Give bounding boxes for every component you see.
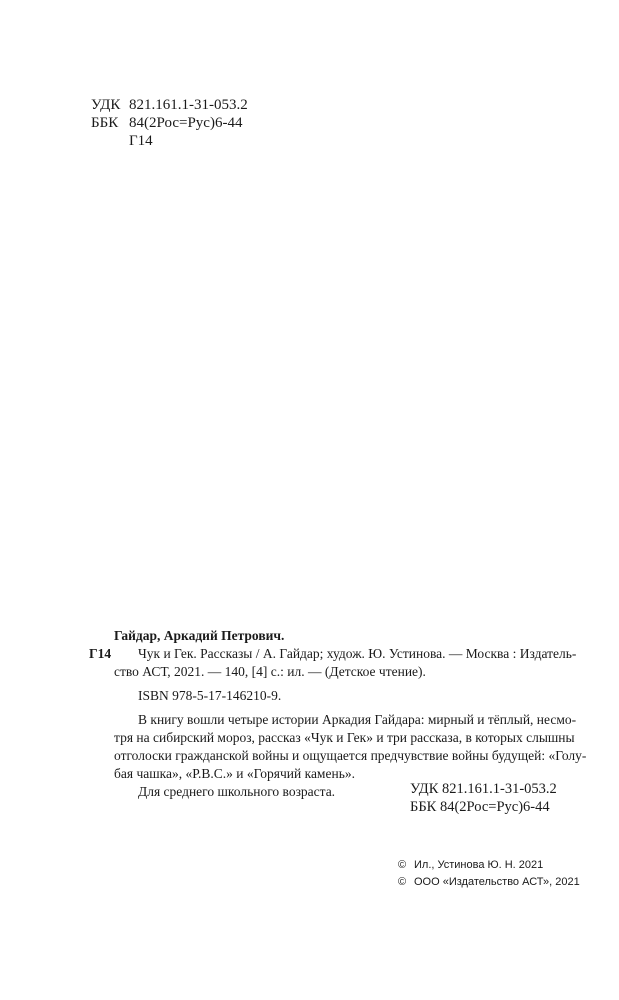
copyright-symbol: ©: [398, 876, 407, 888]
catalog-record: [89, 627, 587, 801]
bibliographic-entry: [89, 645, 577, 681]
abstract-line: тря на сибирский мороз, рассказ «Чук и Гек» и три рассказа, в которых слышны: [114, 730, 575, 745]
abstract-line: отголоски гражданской войны и ощущается предчувствие войны будущей: «Голу-: [114, 748, 587, 763]
copyright-symbol: ©: [398, 859, 407, 871]
classification-codes-bottom: [410, 780, 557, 816]
udk-value: 821.161.1-31-053.2: [129, 97, 248, 113]
bbk-value: 84(2Рос=Рус)6-44: [129, 115, 243, 131]
copyright-text: ООО «Издательство АСТ», 2021: [414, 876, 580, 888]
audience-note: Для среднего школьного возраста.: [138, 784, 336, 799]
copyright-line: [398, 874, 580, 891]
bbk-bottom: ББК 84(2Рос=Рус)6-44: [410, 799, 550, 815]
copyright-block: [398, 857, 580, 891]
record-author: Гайдар, Аркадий Петрович.: [114, 628, 285, 643]
bbk-row: [91, 114, 248, 132]
abstract-line: В книгу вошли четыре истории Аркадия Гайдара: мирный и тёплый, несмо-: [138, 712, 577, 727]
bib-line-1: Чук и Гек. Рассказы / А. Гайдар; худож. Ю. Устинова. — Москва : Издатель-: [138, 646, 577, 661]
bbk-label: ББК: [91, 115, 119, 131]
bib-line-2: ство АСТ, 2021. — 140, [4] с.: ил. — (Детское чтение).: [114, 664, 426, 679]
copyright-text: Ил., Устинова Ю. Н. 2021: [414, 859, 544, 871]
classification-codes-top: [91, 96, 248, 150]
udk-bottom: УДК 821.161.1-31-053.2: [410, 781, 557, 797]
udk-row: [91, 96, 248, 114]
isbn: ISBN 978-5-17-146210-9.: [138, 688, 282, 703]
udk-label: УДК: [91, 97, 121, 113]
abstract-line: бая чашка», «Р.В.С.» и «Горячий камень».: [114, 766, 355, 781]
record-author-mark: Г14: [89, 646, 112, 661]
abstract: [91, 711, 587, 783]
author-mark-top: Г14: [129, 133, 153, 149]
copyright-line: [398, 857, 580, 874]
